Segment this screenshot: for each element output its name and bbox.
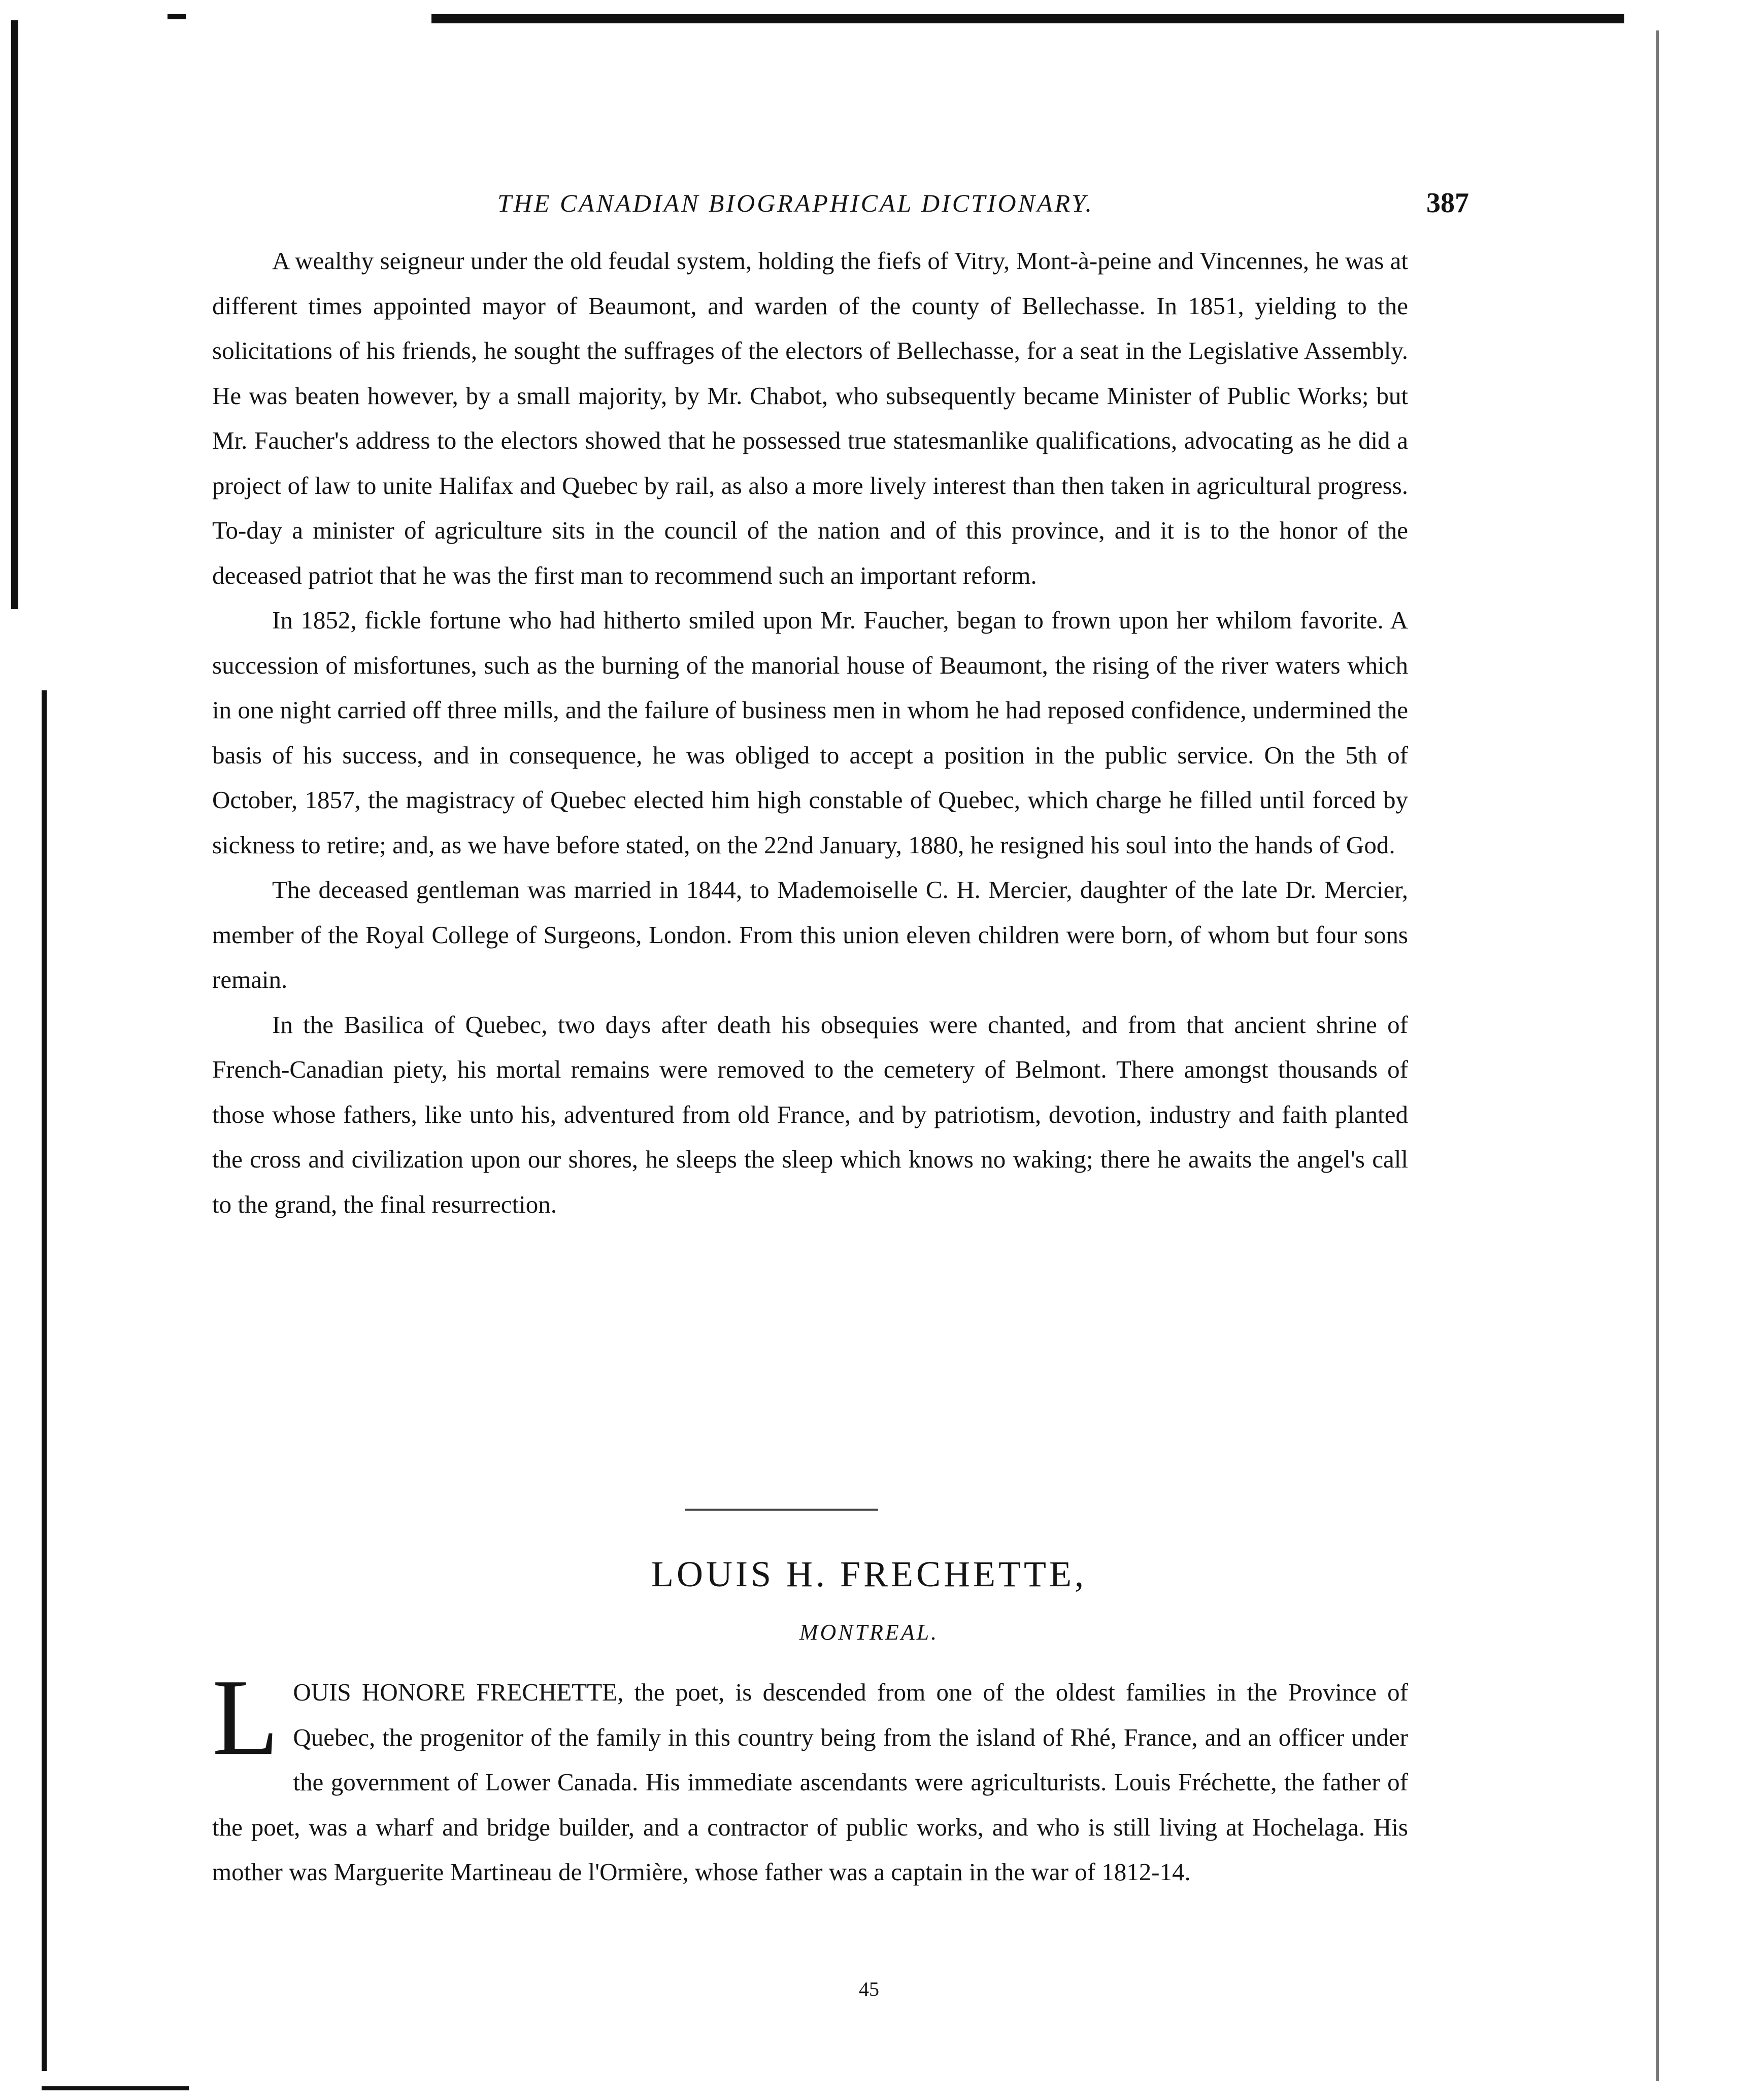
paragraph: The deceased gentleman was married in 1844, to Mademoiselle C. H. Mercier, daughter of the late Dr. Mercier, member of the Royal College of Surgeons, London. From this union eleven children were born, of whom but four sons remain.: [212, 876, 1408, 993]
biography-body: [212, 1656, 1408, 1895]
bottom-left-rule: [42, 2086, 189, 2090]
left-margin-bar-lower: [42, 690, 47, 2071]
signature-mark: 45: [859, 1978, 879, 2001]
biography-text: OUIS HONORE FRECHETTE, the poet, is descended from one of the oldest families in the Province of Quebec, the progenitor of the family in this country being from the island of Rhé, France, and an officer under the government of Lower Canada. His immediate ascendants were agriculturists. Louis Fréchette, the father of the poet, was a wharf and bridge builder, and a contractor of public works, and who is still living at Hochelaga. His mother was Marguerite Martineau de l'Ormière, whose father was a captain in the war of 1812-14.: [212, 1678, 1408, 1886]
biography-heading: LOUIS H. FRECHETTE,: [651, 1554, 1087, 1594]
top-left-tick: [168, 14, 186, 19]
biography-paragraph: [212, 1656, 1408, 1895]
top-border-rule: [431, 14, 1624, 23]
paragraph: In 1852, fickle fortune who had hitherto smiled upon Mr. Faucher, began to frown upon her whilom favorite. A succession of misfortunes, such as the burning of the manorial house of Beaumont, the rising of the river waters which in one night carried off three mills, and the failure of business men in whom he had reposed confidence, undermined the basis of his success, and in consequence, he was obliged to accept a position in the public service. On the 5th of October, 1857, the magistracy of Quebec elected him high constable of Quebec, which charge he filled until forced by sickness to retire; and, as we have before stated, on the 22nd January, 1880, he resigned his soul into the hands of God.: [212, 606, 1408, 859]
page-header: [213, 180, 1469, 226]
right-margin-edge: [1656, 30, 1659, 2081]
paragraph: A wealthy seigneur under the old feudal system, holding the fiefs of Vitry, Mont-à-peine and Vincennes, he was at different times appointed mayor of Beaumont, and warden of the county of Bellechasse. In 1851, yielding to the solicitations of his friends, he sought the suffrages of the electors of Bellechasse, for a seat in the Legislative Assembly. He was beaten however, by a small majority, by Mr. Chabot, who subsequently became Minister of Public Works; but Mr. Faucher's address to the electors showed that he possessed true statesmanlike qualifications, advocating as he did a project of law to unite Halifax and Quebec by rail, as also a more lively interest than then taken in agricultural progress. To-day a minister of agriculture sits in the council of the nation and of this province, and it is to the honor of the deceased patriot that he was the first man to recommend such an important reform.: [212, 247, 1408, 589]
left-margin-bar-upper: [11, 20, 18, 609]
article-continuation: [212, 239, 1408, 1227]
drop-cap: L: [212, 1656, 279, 1778]
section-divider: [685, 1509, 878, 1511]
biography-place: MONTREAL.: [799, 1620, 939, 1645]
page-number: 387: [1426, 187, 1469, 219]
paragraph: In the Basilica of Quebec, two days after death his obsequies were chanted, and from that ancient shrine of French-Canadian piety, his mortal remains were removed to the cemetery of Belmont. There amongst thousands of those whose fathers, like unto his, adventured from old France, and by patriotism, devotion, industry and faith planted the cross and civilization upon our shores, he sleeps the sleep which knows no waking; there he awaits the angel's call to the grand, the final resurrection.: [212, 1010, 1408, 1218]
running-title: THE CANADIAN BIOGRAPHICAL DICTIONARY.: [497, 189, 1094, 217]
